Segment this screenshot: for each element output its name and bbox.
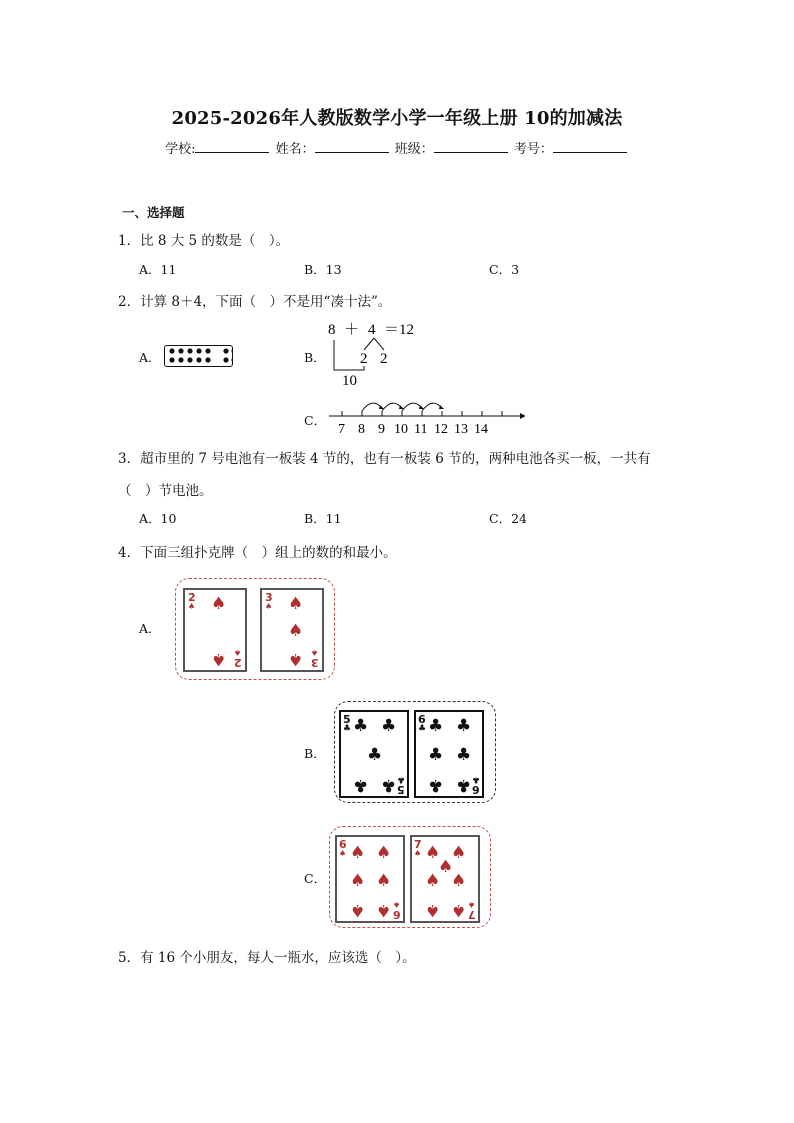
club-icon: ♣ — [428, 775, 444, 795]
card-rank: 5 — [343, 713, 351, 726]
q4-option-b[interactable]: B． — [304, 746, 326, 761]
card-rank: 2 — [188, 591, 196, 604]
q2-option-a[interactable]: A． — [139, 350, 161, 365]
section-title: 一、选择题 — [122, 205, 185, 220]
ten-frame-dots — [164, 345, 233, 367]
class-label: 班级： — [394, 142, 434, 157]
spade-icon: ♠ — [425, 900, 441, 920]
tick-9: 9 — [378, 422, 385, 437]
spade-icon: ♠ — [451, 843, 467, 863]
spade-icon: ♠ — [376, 871, 392, 891]
exam-number-label: 考号： — [513, 142, 553, 157]
club-icon: ♣ — [343, 724, 352, 734]
spade-icon: ♠ — [211, 594, 227, 614]
spade-icon: ♠ — [451, 900, 467, 920]
page-title: 2025-2026年人教版数学小学一年级上册 10的加减法 — [171, 108, 623, 129]
q2-option-c[interactable]: C． — [304, 413, 327, 428]
tick-12: 12 — [434, 422, 448, 437]
club-icon: ♣ — [456, 775, 472, 795]
card-rank: 6 — [472, 783, 480, 796]
spade-icon: ♠ — [414, 849, 422, 858]
spade-icon: ♠ — [392, 900, 400, 909]
card-rank: 6 — [418, 713, 426, 726]
spade-icon: ♠ — [350, 871, 366, 891]
spade-icon: ♠ — [376, 900, 392, 920]
q3-option-c[interactable]: C．24 — [489, 511, 527, 526]
club-icon: ♣ — [381, 716, 397, 736]
question-5: 5．有 16 个小朋友，每人一瓶水，应该选（ ）。 — [118, 950, 416, 966]
tick-14: 14 — [474, 422, 488, 437]
card-rank: 6 — [393, 908, 401, 921]
eq-result: ＝12 — [384, 322, 415, 338]
spade-icon: ♠ — [265, 602, 273, 611]
tick-10: 10 — [394, 422, 408, 437]
q1-option-c[interactable]: C．3 — [489, 262, 520, 277]
club-icon: ♣ — [418, 724, 427, 734]
card-7-spades — [410, 835, 480, 923]
spade-icon: ♠ — [425, 871, 441, 891]
dot-pattern — [164, 345, 233, 367]
question-1: 1．比 8 大 5 的数是（ ）。 — [118, 233, 290, 249]
question-3-line-2: （ ）节电池。 — [118, 483, 213, 499]
club-icon: ♣ — [471, 774, 480, 784]
tick-11: 11 — [414, 422, 428, 437]
card-rank: 3 — [265, 591, 273, 604]
name-blank[interactable] — [315, 140, 389, 153]
ten-result: 10 — [342, 373, 357, 389]
q3-option-a[interactable]: A．10 — [139, 511, 177, 526]
spade-icon: ♠ — [288, 649, 304, 669]
card-6-spades — [335, 835, 405, 923]
exam-number-blank[interactable] — [553, 140, 627, 153]
club-icon: ♣ — [396, 774, 405, 784]
spade-icon: ♠ — [350, 900, 366, 920]
spade-icon: ♠ — [288, 621, 304, 641]
spade-icon: ♠ — [310, 648, 318, 657]
spade-icon: ♠ — [211, 649, 227, 669]
school-label: 学校: — [165, 142, 196, 157]
spade-icon: ♠ — [288, 594, 304, 614]
eq-4: 4 — [368, 322, 376, 338]
q3-option-b[interactable]: B．11 — [304, 511, 342, 526]
card-rank: 7 — [468, 908, 476, 921]
card-6-clubs — [414, 710, 484, 798]
club-icon: ♣ — [428, 716, 444, 736]
question-2: 2．计算 8＋4，下面（ ）不是用“凑十法”。 — [118, 294, 392, 310]
club-icon: ♣ — [456, 716, 472, 736]
school-blank[interactable] — [195, 140, 269, 153]
q4-option-a[interactable]: A． — [139, 621, 161, 636]
split-2a: 2 — [360, 351, 368, 367]
spade-icon: ♠ — [350, 843, 366, 863]
spade-icon: ♠ — [339, 849, 347, 858]
club-icon: ♣ — [381, 775, 397, 795]
split-2b: 2 — [380, 351, 388, 367]
spade-icon: ♠ — [233, 648, 241, 657]
spade-icon: ♠ — [376, 843, 392, 863]
make-ten-diagram — [320, 318, 430, 390]
spade-icon: ♠ — [438, 857, 454, 877]
card-rank: 2 — [234, 656, 242, 669]
club-icon: ♣ — [456, 745, 472, 765]
club-icon: ♣ — [353, 716, 369, 736]
card-rank: 5 — [397, 783, 405, 796]
card-rank: 7 — [414, 838, 422, 851]
spade-icon: ♠ — [188, 602, 196, 611]
card-rank: 3 — [311, 656, 319, 669]
class-blank[interactable] — [434, 140, 508, 153]
card-5-clubs — [339, 710, 409, 798]
question-3-line-1: 3．超市里的 7 号电池有一板装 4 节的，也有一板装 6 节的，两种电池各买一板，一共有 — [118, 451, 651, 467]
club-icon: ♣ — [428, 745, 444, 765]
name-label: 姓名： — [275, 142, 315, 157]
card-rank: 6 — [339, 838, 347, 851]
spade-icon: ♠ — [425, 843, 441, 863]
club-icon: ♣ — [353, 775, 369, 795]
q1-option-b[interactable]: B．13 — [304, 262, 342, 277]
tick-8: 8 — [358, 422, 365, 437]
number-line — [325, 395, 525, 437]
eq-8: 8 — [328, 322, 336, 338]
spade-icon: ♠ — [467, 900, 475, 909]
card-2-spades — [183, 588, 247, 672]
tick-13: 13 — [454, 422, 468, 437]
card-3-spades — [260, 588, 324, 672]
tick-7: 7 — [338, 422, 345, 437]
spade-icon: ♠ — [451, 871, 467, 891]
eq-plus: ＋ — [344, 322, 360, 338]
question-4: 4．下面三组扑克牌（ ）组上的数的和最小。 — [118, 545, 397, 561]
q4-option-c[interactable]: C． — [304, 871, 327, 886]
q2-option-b[interactable]: B． — [304, 350, 326, 365]
club-icon: ♣ — [367, 745, 383, 765]
q1-option-a[interactable]: A．11 — [139, 262, 177, 277]
student-info-line — [0, 138, 794, 157]
